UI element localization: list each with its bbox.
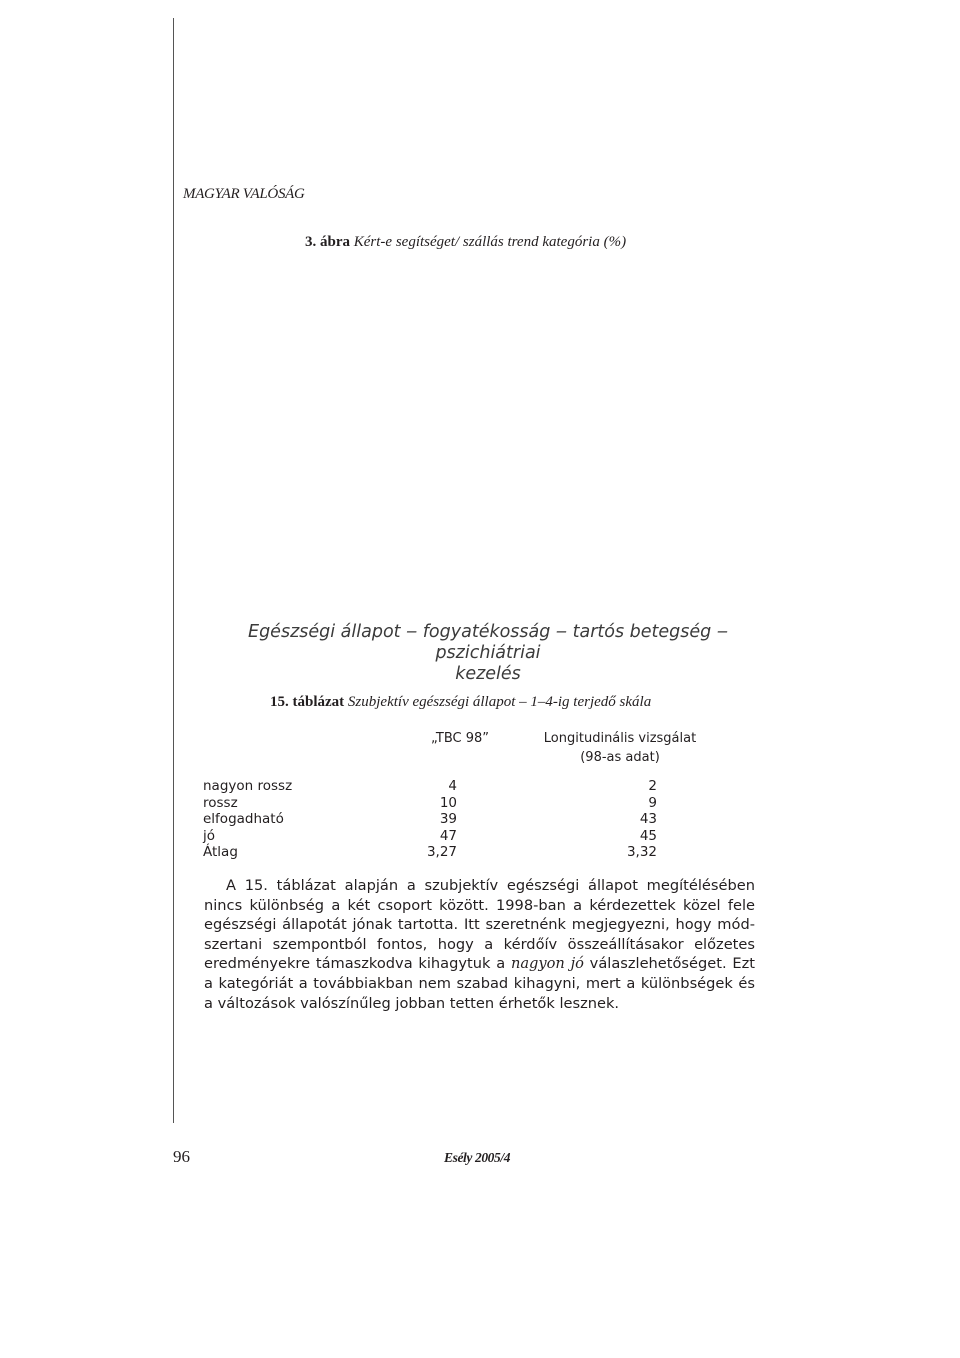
row-label: nagyon rossz [203, 778, 293, 794]
category-axis-line1: Egészségi állapot ‒ fogyatékosság ‒ tartós betegség ‒ pszichiátriai [248, 622, 728, 663]
paragraph-emphasis: nagyon jó [510, 955, 584, 973]
longitudinal-value: 45 [639, 827, 657, 844]
row-label: elfogadható [203, 811, 284, 828]
tbc-value: 10 [439, 794, 457, 811]
longitudinal-value: 43 [639, 811, 657, 828]
tbc-value: 47 [439, 827, 457, 844]
table-caption [270, 694, 651, 711]
footer-journal: Esély 2005/4 [444, 1150, 511, 1165]
body-paragraph [204, 876, 755, 1013]
margin-rule [173, 18, 174, 1123]
row-label: jó [203, 827, 216, 844]
table-col2-header-line2: (98-as adat) [580, 750, 660, 765]
paragraph-text: A 15. táblázat alapján a szubjektív egészségi állapot megítélésében nincs különbség a két csoport között. 1998-ban a kérdezettek közel fele egészségi állapotát jónak tartotta. Itt szeretnénk megjegyezni, hogy mód-szertani szempontból fontos, hogy a kérdőív összeállításakor előzetes eredményekre támaszkodva kihagytuk a [204, 877, 755, 973]
row-label: Átlag [203, 844, 238, 861]
page-number: 96 [173, 1147, 190, 1166]
longitudinal-value: 3,32 [626, 844, 657, 861]
table-title: Szubjektív egészségi állapot ‒ 1‒4-ig terjedő skála [347, 694, 652, 710]
longitudinal-value: 9 [648, 794, 657, 811]
category-axis-line2: kezelés [455, 664, 521, 684]
chart-area-blank [200, 262, 780, 607]
tbc-value: 39 [439, 811, 457, 828]
figure-caption [305, 234, 626, 251]
longitudinal-value: 2 [648, 778, 657, 794]
data-table [203, 778, 683, 861]
table-row [203, 844, 683, 861]
table-label: 15. táblázat [270, 694, 345, 710]
figure-title: Kért-e segítséget/ szállás trend kategória (%) [353, 234, 627, 250]
tbc-value: 3,27 [426, 844, 457, 861]
tbc-value: 4 [448, 778, 457, 794]
figure-label: 3. ábra [305, 234, 350, 250]
row-label: rossz [203, 794, 238, 811]
table-row [203, 795, 683, 812]
table-col2-header [530, 729, 710, 767]
table-row [203, 778, 683, 795]
table-col2-header-line1: Longitudinális vizsgálat [543, 731, 697, 746]
figure-category-axis-label [218, 622, 758, 685]
paragraph-text-end: válaszlehetőséget. Ezt a kategóriát a továbbiakban nem szabad kihagyni, mert a különbségek és a változások valószínűleg jobban tetten érhetők lesznek. [204, 955, 755, 1012]
table-col1-header: „TBC 98” [430, 731, 490, 746]
running-header: MAGYAR VALÓSÁG [183, 186, 305, 202]
table-row [203, 811, 683, 828]
table-row [203, 828, 683, 845]
